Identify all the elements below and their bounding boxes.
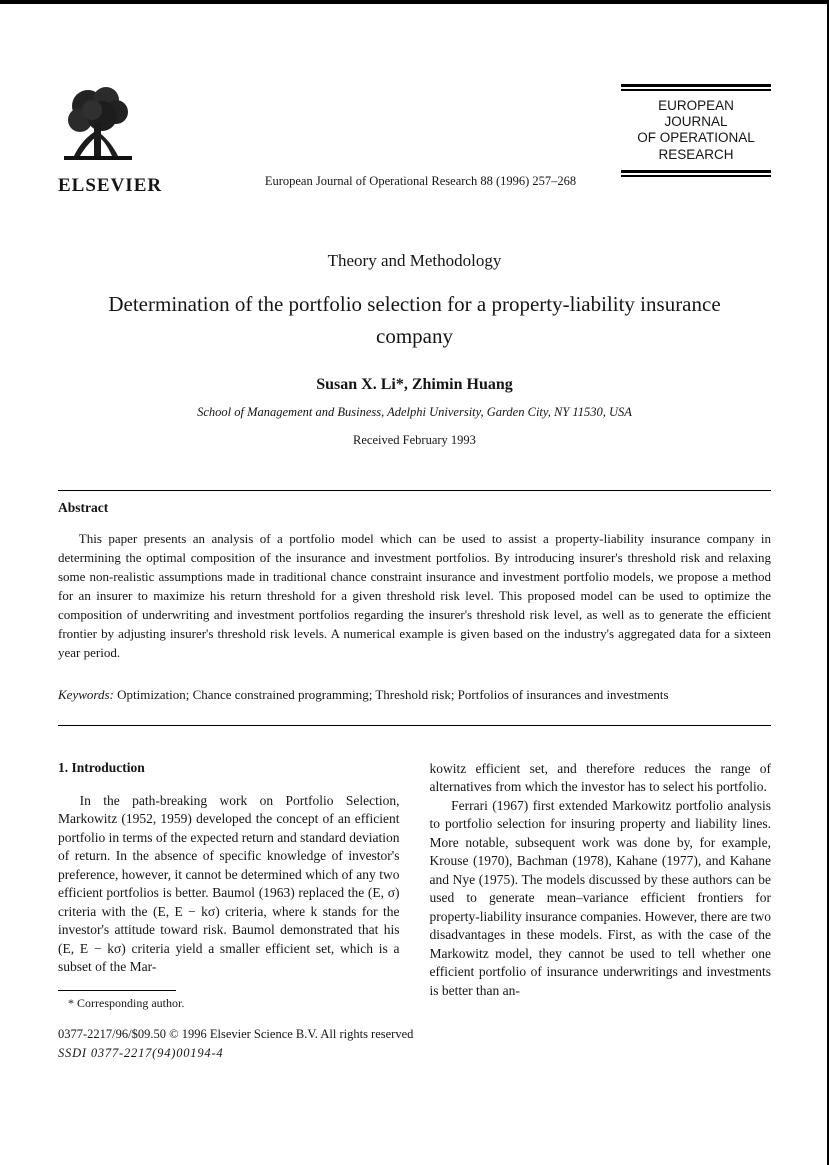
footnote-block	[58, 990, 400, 1011]
keywords-line	[58, 687, 771, 703]
abstract-text: This paper presents an analysis of a portfolio model which can be used to assist a property-liability insurance company in determining the optimal composition of the insurance and investment portfolios. By introducing insurer's threshold risk and relaxing some non-realistic assumptions made in traditional chance constraint insurance and investment portfolio models, we propose a method for an insurer to maximize his return threshold for a given threshold risk level. This proposed model can be used to optimize the composition of underwriting and investment portfolios regarding the insurer's threshold risk level, as well as to generate the efficient frontier by adjusting insurer's threshold risk levels. A numerical example is given based on the industry's aggregated data for a sixteen year period.	[58, 531, 771, 660]
abstract-heading: Abstract	[58, 500, 109, 515]
affiliation: School of Management and Business, Adelphi University, Garden City, NY 11530, USA	[197, 405, 632, 419]
footnote-rule	[58, 990, 176, 991]
scan-artifact-top	[0, 0, 829, 4]
keywords-label: Keywords:	[58, 686, 114, 702]
journal-citation: European Journal of Operational Research 88 (1996) 257–268	[264, 174, 577, 188]
intro-paragraph-left: In the path-breaking work on Portfolio Selection, Markowitz (1952, 1959) developed the concept of an efficient portfolio in terms of the expected return and standard deviation of return. In the absence of specific knowledge of investor's preference, however, it cannot be determined which of any two efficient portfolios is better. Baumol (1963) replaced the (E, σ) criteria with the (E, E − kσ) criteria, where k stands for the investor's attitude toward risk. Baumol demonstrated that his (E, E − kσ) criteria yield a smaller efficient set, which is a subset of the Mar-	[58, 792, 400, 975]
journal-name-line: JOURNAL	[664, 114, 728, 130]
journal-name	[621, 91, 771, 170]
journal-name-line: OF OPERATIONAL	[637, 130, 755, 146]
publisher-name: ELSEVIER	[58, 175, 163, 196]
journal-box-bottom-rule	[621, 170, 771, 177]
page-footer	[58, 1027, 771, 1061]
abstract-top-rule	[58, 490, 771, 491]
journal-name-line: EUROPEAN	[658, 98, 734, 113]
paper-title: Determination of the portfolio selection for a property-liability insurance company	[108, 292, 721, 348]
right-column	[430, 760, 772, 1011]
keywords-bottom-rule	[58, 725, 771, 726]
copyright-line: 0377-2217/96/$09.50 © 1996 Elsevier Science B.V. All rights reserved	[58, 1026, 414, 1041]
journal-header	[58, 84, 771, 197]
journal-box-top-rule	[621, 84, 771, 91]
corresponding-author-footnote: * Corresponding author.	[68, 995, 185, 1010]
publisher-block	[58, 84, 220, 197]
left-column	[58, 760, 400, 1011]
intro-paragraph-right-1: kowitz efficient set, and therefore reduces the range of alternatives from which the investor has to select his portfolio.	[429, 760, 771, 795]
received-date: Received February 1993	[353, 433, 476, 447]
intro-paragraph-right-2: Ferrari (1967) first extended Markowitz portfolio analysis to portfolio selection for insuring property and liability lines. More notable, subsequent work was done by, for example, Krouse (1970), Bachman (1978), Kahane (1977), and Kahane and Nye (1975). The models discussed by these authors can be used to generate mean–variance efficient frontiers for property-liability insurance companies. However, there are two disadvantages in these models. First, as with the case of the Markowitz model, they cannot be used to tell whether one efficient portfolio of insurance underwritings and investments is better than an-	[429, 797, 771, 998]
journal-name-line: RESEARCH	[658, 146, 734, 162]
section-1-heading: 1. Introduction	[58, 759, 145, 775]
ssdi-line: SSDI 0377-2217(94)00194-4	[58, 1045, 224, 1060]
elsevier-tree-logo-icon	[58, 84, 220, 171]
journal-name-box	[621, 84, 771, 177]
body-columns	[58, 760, 771, 1011]
authors: Susan X. Li*, Zhimin Huang	[316, 376, 513, 393]
keywords-text: Optimization; Chance constrained programming; Threshold risk; Portfolios of insurances and investments	[113, 686, 669, 702]
article-section-type: Theory and Methodology	[327, 251, 502, 270]
